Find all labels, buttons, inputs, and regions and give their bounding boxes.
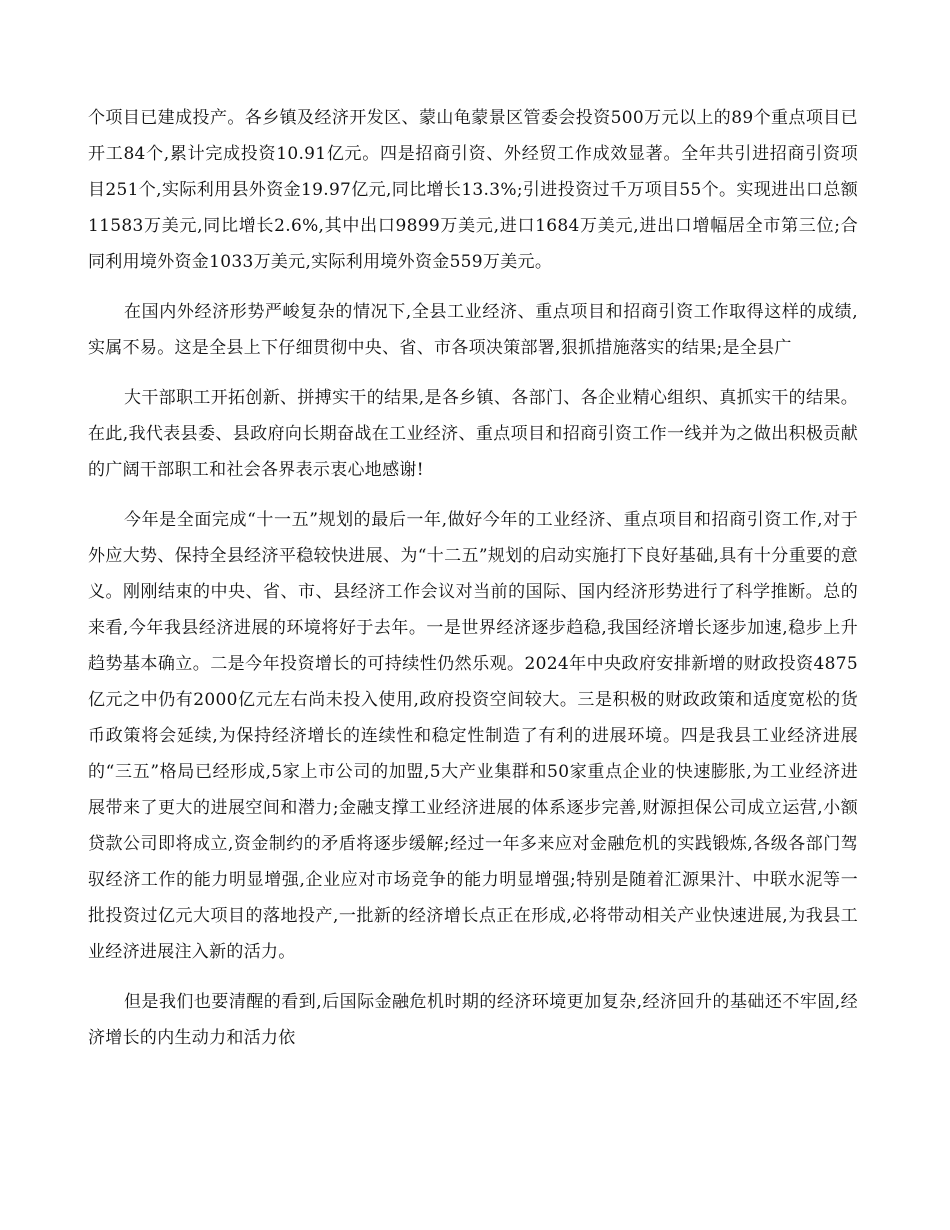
paragraph: 在国内外经济形势严峻复杂的情况下,全县工业经济、重点项目和招商引资工作取得这样的成绩,实属不易。这是全县上下仔细贯彻中央、省、市各项决策部署,狠抓措施落实的结果;是全县广 (88, 302, 858, 358)
document-body (88, 100, 858, 1070)
paragraph: 大干部职工开拓创新、拼搏实干的结果,是各乡镇、各部门、各企业精心组织、真抓实干的结果。在此,我代表县委、县政府向长期奋战在工业经济、重点项目和招商引资工作一线并为之做出积极贡献的广阔干部职工和社会各界表示衷心地感谢! (88, 388, 858, 480)
paragraph-continuation: 个项目已建成投产。各乡镇及经济开发区、蒙山龟蒙景区管委会投资500万元以上的89个重点项目已开工84个,累计完成投资10.91亿元。四是招商引资、外经贸工作成效显著。全年共引进招商引资项目251个,实际利用县外资金19.97亿元,同比增长13.3%;引进投资过千万项目55个。实现进出口总额11583万美元,同比增长2.6%,其中出口9899万美元,进口1684万美元,进出口增幅居全市第三位;合同利用境外资金1033万美元,实际利用境外资金559万美元。 (88, 108, 858, 272)
paragraph: 但是我们也要清醒的看到,后国际金融危机时期的经济环境更加复杂,经济回升的基础还不牢固,经济增长的内生动力和活力依 (88, 992, 858, 1048)
paragraph: 今年是全面完成“十一五”规划的最后一年,做好今年的工业经济、重点项目和招商引资工作,对于外应大势、保持全县经济平稳较快进展、为“十二五”规划的启动实施打下良好基础,具有十分重要的意义。刚刚结束的中央、省、市、县经济工作会议对当前的国际、国内经济形势进行了科学推断。总的来看,今年我县经济进展的环境将好于去年。一是世界经济逐步趋稳,我国经济增长逐步加速,稳步上升趋势基本确立。二是今年投资增长的可持续性仍然乐观。2024年中央政府安排新增的财政投资4875亿元之中仍有2000亿元左右尚未投入使用,政府投资空间较大。三是积极的财政政策和适度宽松的货币政策将会延续,为保持经济增长的连续性和稳定性制造了有利的进展环境。四是我县工业经济进展的“三五”格局已经形成,5家上市公司的加盟,5大产业集群和50家重点企业的快速膨胀,为工业经济进展带来了更大的进展空间和潜力;金融支撑工业经济进展的体系逐步完善,财源担保公司成立运营,小额贷款公司即将成立,资金制约的矛盾将逐步缓解;经过一年多来应对金融危机的实践锻炼,各级各部门驾驭经济工作的能力明显增强,企业应对市场竞争的能力明显增强;特别是随着汇源果汁、中联水泥等一批投资过亿元大项目的落地投产,一批新的经济增长点正在形成,必将带动相关产业快速进展,为我县工业经济进展注入新的活力。 (88, 510, 858, 962)
